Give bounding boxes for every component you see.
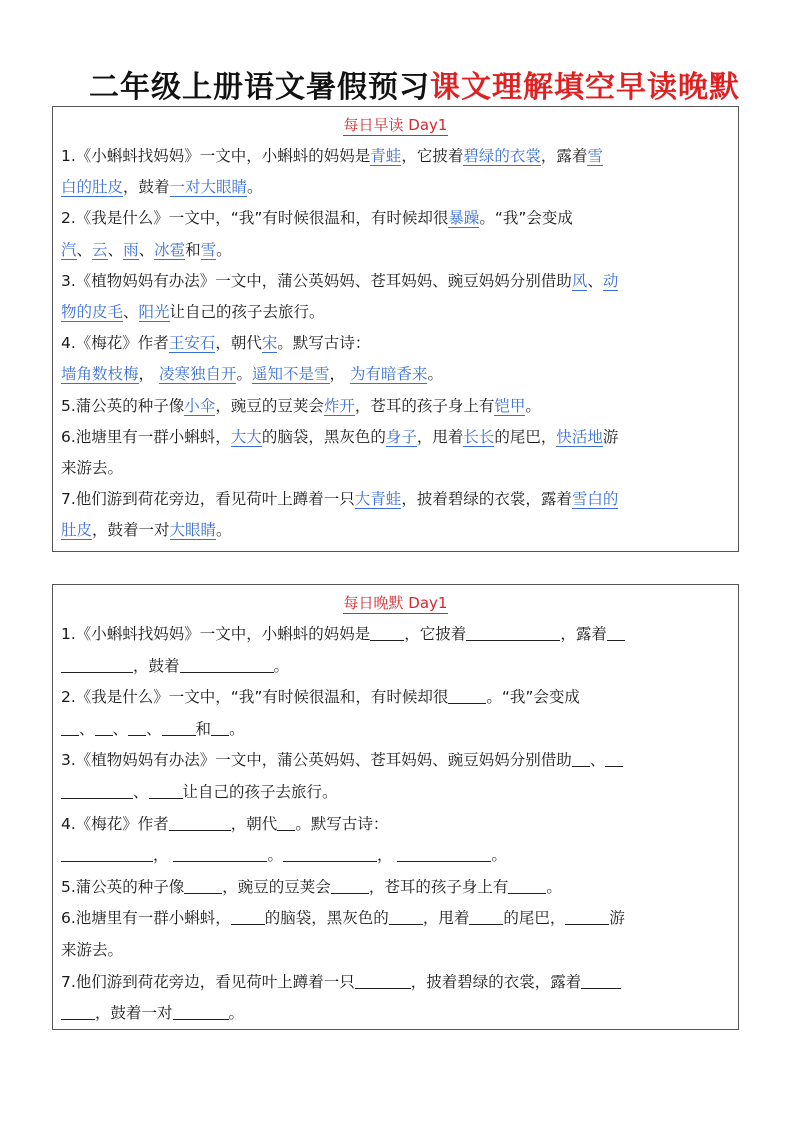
q-text: 。 [491,846,507,865]
evening-dictation-box [52,584,739,1030]
q-text: 。“我”会变成 [479,209,573,228]
fill-blank[interactable] [180,654,274,673]
q-text: ，甩着 [416,427,464,446]
q-text: 1.《小蝌蚪找妈妈》一文中，小蝌蚪的妈妈是 [61,625,371,643]
q-text: 游 [609,909,625,928]
q-text: 5.蒲公英的种子像 [61,396,185,415]
answer: 大眼睛 [169,521,217,540]
morning-reading-box [52,106,739,552]
q-text: 。默写古诗： [295,814,389,833]
answer: 炸开 [323,396,355,415]
q-text: 、 [107,240,124,259]
q-text: ，苍耳的孩子身上有 [368,877,509,896]
answer: 小伞 [184,396,216,415]
fill-blank[interactable] [469,906,503,925]
answer: 雪 [200,240,217,259]
q-text: 。 [236,365,252,384]
fill-blank[interactable] [61,654,133,673]
q-text: ， [329,365,346,384]
answer: 遥知不是雪 [252,365,330,384]
q-text: 。 [273,656,290,675]
evening-q4-line1 [61,809,732,841]
q-text: 1.《小蝌蚪找妈妈》一文中，小蝌蚪的妈妈是 [61,147,371,165]
fill-blank[interactable] [61,843,153,862]
q-text: ， [138,365,155,384]
q-text: 。 [427,365,443,384]
evening-q2-line2 [61,714,732,746]
q-text: 的尾巴， [503,909,566,928]
q-text: 4.《梅花》作者 [61,814,169,833]
q-text: ，鼓着一对 [95,1004,173,1023]
page-title [0,62,793,106]
q-text: 、 [76,240,93,259]
fill-blank[interactable] [572,748,590,767]
fill-blank[interactable] [370,622,404,641]
answer: 碧绿的衣裳 [463,147,541,165]
morning-questions [61,141,732,546]
answer: 暴躁 [448,209,480,228]
morning-q4-line2 [61,359,732,390]
answer: 雪白的 [571,490,619,509]
answer: 冰雹 [154,240,186,259]
q-text: 和 [185,240,201,259]
fill-blank[interactable] [355,970,411,989]
fill-blank[interactable] [61,1001,95,1020]
morning-q3-line2 [61,297,732,328]
q-text: 来游去。 [61,458,124,477]
q-text: ，朝代 [230,814,278,833]
fill-blank[interactable] [448,685,486,704]
q-text: ， [153,846,169,865]
q-text: 游 [602,427,619,446]
q-text: 7.他们游到荷花旁边，看见荷叶上蹲着一只 [61,490,355,509]
answer: 风 [571,271,588,290]
q-text: 3.《植物妈妈有办法》一文中，蒲公英妈妈、苍耳妈妈、豌豆妈妈分别借助 [61,271,572,290]
morning-q7-line2 [61,515,732,546]
q-text: 2.《我是什么》一文中，“我”有时候很温和，有时候却很 [61,209,449,228]
q-text: ，鼓着一对 [92,521,170,540]
morning-header [53,114,738,136]
q-text: 。默写古诗： [277,334,371,353]
q-text: ，鼓着 [123,178,170,197]
answer: 大青蛙 [354,490,402,509]
fill-blank[interactable] [277,812,295,831]
morning-q1-line2 [61,172,732,203]
morning-q7-line1 [61,484,732,515]
fill-blank[interactable] [397,843,491,862]
q-text: ，披着碧绿的衣裳，露着 [401,490,572,509]
fill-blank[interactable] [162,717,196,736]
q-text: 、 [112,719,129,738]
fill-blank[interactable] [466,622,560,641]
evening-q3-line2 [61,777,732,809]
answer: 凌寒独自开 [158,365,237,384]
morning-q3-line1 [61,266,732,297]
evening-q5 [61,872,732,904]
fill-blank[interactable] [184,875,222,894]
answer: 动 [602,271,619,290]
fill-blank[interactable] [95,717,113,736]
answer: 肚皮 [61,521,93,540]
answer: 铠甲 [494,396,526,415]
morning-q1-line1 [61,141,732,172]
q-text: 。 [267,846,283,865]
answer: 阳光 [138,302,170,321]
q-text: 6.池塘里有一群小蝌蚪， [61,909,231,928]
answer: 汽 [61,240,77,259]
answer: 物的皮毛 [61,302,124,321]
fill-blank[interactable] [61,717,79,736]
fill-blank[interactable] [607,622,625,641]
q-text: 、 [123,302,139,321]
answer: 雨 [123,240,139,259]
q-text: 、 [79,719,95,738]
q-text: 7.他们游到荷花旁边，看见荷叶上蹲着一只 [61,972,355,991]
q-text: ，豌豆的豆荚会 [222,877,331,896]
answer: 身子 [385,427,417,446]
evening-header [53,592,738,614]
fill-blank[interactable] [128,717,146,736]
answer: 王安石 [168,334,216,353]
q-text: 。 [546,877,562,896]
q-text: 、 [133,782,149,801]
fill-blank[interactable] [61,780,133,799]
answer: 宋 [261,334,278,353]
answer: 快活地 [556,427,603,446]
q-text: 。 [216,521,232,540]
q-text: 和 [195,719,212,738]
evening-q2-line1 [61,682,732,714]
evening-q6-line2 [61,935,732,967]
q-text: ，它披着 [404,625,467,643]
evening-questions [61,619,732,1030]
evening-q6-line1 [61,903,732,935]
evening-q7-line2 [61,998,732,1030]
morning-q4-line1 [61,328,732,359]
q-text: 。 [228,1004,245,1023]
answer: 墙角数枝梅 [61,365,139,384]
q-text: 、 [138,240,155,259]
q-text: 的脑袋，黑灰色的 [261,427,386,446]
q-text: 2.《我是什么》一文中，“我”有时候很温和，有时候却很 [61,688,449,707]
evening-q7-line1 [61,967,732,999]
fill-blank[interactable] [283,843,377,862]
q-text: 。 [229,719,245,738]
evening-q1-line1 [61,619,732,651]
q-text: 4.《梅花》作者 [61,334,169,353]
morning-q2-line1 [61,203,732,234]
q-text: ，朝代 [215,334,262,353]
evening-q3-line1 [61,745,732,777]
q-text: 。 [525,396,541,415]
q-text: 的尾巴， [494,427,557,446]
q-text: 。 [247,178,263,197]
fill-blank[interactable] [331,875,369,894]
evening-q4-line2 [61,840,732,872]
q-text: 6.池塘里有一群小蝌蚪， [61,427,231,446]
q-text: 、 [587,271,603,290]
morning-q6-line1 [61,422,732,453]
fill-blank[interactable] [231,906,265,925]
evening-q1-line2 [61,651,732,683]
fill-blank[interactable] [508,875,546,894]
fill-blank[interactable] [565,906,609,925]
morning-q2-line2 [61,235,732,266]
q-text: ，豌豆的豆荚会 [215,396,324,415]
answer: 大大 [230,427,262,446]
answer: 云 [92,240,108,259]
q-text: ，苍耳的孩子身上有 [354,396,495,415]
fill-blank[interactable] [173,1001,229,1020]
answer: 一对大眼睛 [169,178,248,197]
page-title-black: 二年级上册语文暑假预习 [89,70,430,105]
q-text: 、 [589,751,606,770]
q-text: 。“我”会变成 [486,688,580,707]
fill-blank[interactable] [149,780,183,799]
answer: 长长 [463,427,495,446]
fill-blank[interactable] [169,812,231,831]
answer: 雪 [587,147,603,165]
morning-q6-line2 [61,453,732,484]
q-text: 。 [216,240,232,259]
q-text: 让自己的孩子去旅行。 [169,302,325,321]
q-text: ，它披着 [401,147,464,165]
morning-q5 [61,391,732,422]
q-text: 来游去。 [61,940,124,959]
answer: 青蛙 [370,147,402,165]
q-text: ，甩着 [422,909,470,928]
fill-blank[interactable] [605,748,623,767]
q-text: 、 [146,719,162,738]
fill-blank[interactable] [389,906,423,925]
q-text: ， [376,846,393,865]
q-text: ，露着 [560,625,607,643]
answer: 白的肚皮 [61,178,124,197]
q-text: 让自己的孩子去旅行。 [182,782,338,801]
page-title-red: 课文理解填空早读晚默 [430,70,740,105]
fill-blank[interactable] [581,970,621,989]
answer: 为有暗香来 [349,365,428,384]
q-text: 5.蒲公英的种子像 [61,877,185,896]
fill-blank[interactable] [211,717,229,736]
q-text: 的脑袋，黑灰色的 [264,909,389,928]
q-text: ，鼓着 [133,656,180,675]
fill-blank[interactable] [173,843,267,862]
q-text: 3.《植物妈妈有办法》一文中，蒲公英妈妈、苍耳妈妈、豌豆妈妈分别借助 [61,751,572,770]
q-text: ，露着 [540,147,588,165]
morning-header-label: 每日早读 Day1 [343,116,448,134]
evening-header-label: 每日晚默 Day1 [343,594,448,612]
q-text: ，披着碧绿的衣裳，露着 [410,972,582,991]
